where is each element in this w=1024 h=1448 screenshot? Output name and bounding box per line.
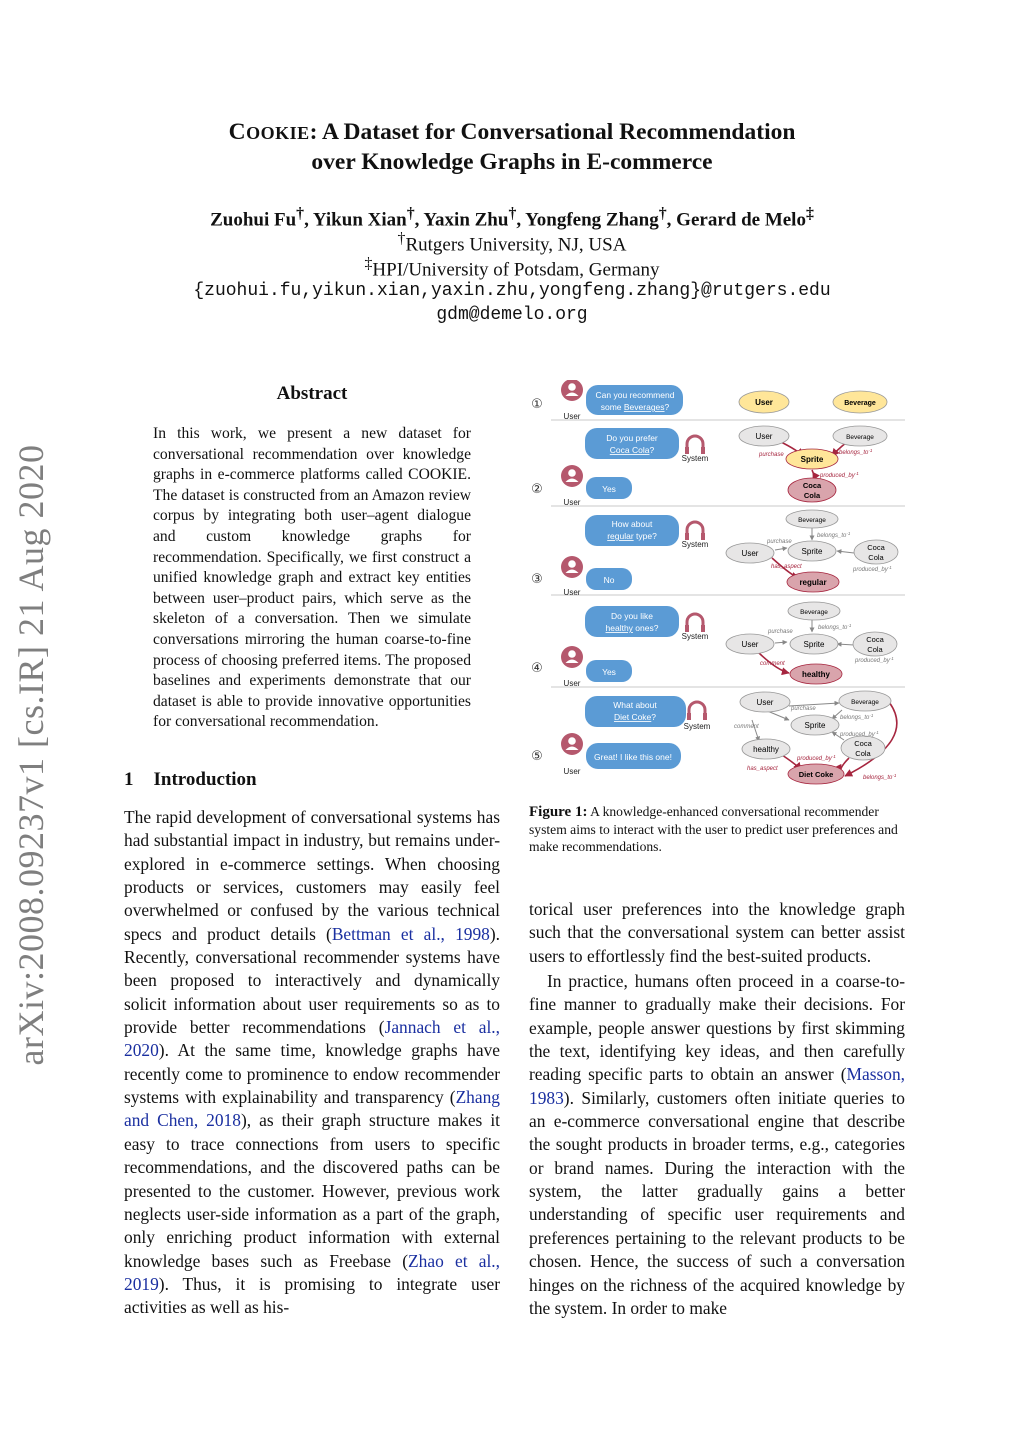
paper-title — [0, 118, 1024, 177]
svg-text:comment: comment — [734, 724, 759, 730]
arxiv-identifier[interactable]: arXiv:2008.09237v1 [cs.IR] 21 Aug 2020 — [11, 444, 51, 1066]
intro-paragraph-2: torical user preferences into the knowledge graph such that the conversational system can better assist users to effortlessly find the best-suited products. — [529, 899, 905, 966]
headphones-icon — [685, 436, 705, 454]
step-1: ① — [531, 396, 543, 411]
svg-text:System: System — [681, 540, 709, 549]
graph-step-4 — [726, 602, 897, 684]
svg-text:Beverage: Beverage — [798, 517, 826, 524]
svg-text:has_aspect: has_aspect — [747, 766, 778, 772]
svg-text:regular type?: regular type? — [607, 531, 657, 541]
svg-text:What about: What about — [613, 700, 657, 710]
svg-text:System: System — [681, 454, 709, 463]
intro-paragraph-3: In practice, humans often proceed in a coarse-to-fine manner to gradually make their decisions. For example, people answer questions by first skimming the text, identifying key ideas, and then carefully reading specific parts to obtain an answer (Masson, 1983). Similarly, customers often initiate queries to an e-commerce conversational engine that describe the sought products in broader terms, e.g., categories or brand names. During the interaction with the system, the latter gradually gains a better understanding of specific user requirements and preferences pertaining to the relevant products to be chosen. Hence, the success of such a conversation hinges on the richness of the acquired knowledge by the system. In order to make — [529, 971, 905, 1318]
user-icon — [561, 556, 583, 578]
step-5: ⑤ — [531, 748, 543, 763]
email-1[interactable]: {zuohui.fu,yikun.xian,yaxin.zhu,yongfeng.zhang}@rutgers.edu — [193, 281, 831, 301]
title-name: COOKIE — [228, 119, 310, 145]
title-line2: over Knowledge Graphs in E-commerce — [311, 149, 713, 175]
svg-text:purchase: purchase — [767, 539, 792, 545]
svg-text:Do you like: Do you like — [610, 611, 654, 621]
svg-text:produced_by-1: $produced\_by^{-1}$ — [853, 565, 892, 573]
step-3: ③ — [531, 571, 543, 586]
svg-text:healthy: healthy — [801, 670, 831, 679]
abstract-text: In this work, we present a new dataset for conversational recommendation over knowledge graphs in e-commerce platforms called COOKIE. The dataset is constructed from an Amazon review corpus by integrating both user–agent dialogue and custom knowledge graphs for recommendation. Specifically, we first construct a unified knowledge graph and extract key entities between user–product pairs, which serve as the skeleton of a conversation. Then we simulate conversations mirroring the human coarse-to-fine process of choosing preferred items. The proposed baselines and experiments demonstrate that our dataset is able to provide innovative opportunities for conversational recommendation. — [153, 425, 471, 731]
svg-text:belongs_to-1: $belongs\_to^{-1}$ — [818, 623, 852, 631]
user-icon — [561, 465, 583, 487]
svg-text:User: User — [741, 640, 759, 649]
svg-text:Yes: Yes — [602, 484, 616, 494]
graph-step-1 — [739, 391, 887, 413]
intro-right-column — [529, 898, 905, 1320]
svg-text:Cola: Cola — [867, 645, 883, 654]
svg-text:purchase: purchase — [768, 629, 793, 635]
svg-text:Coca: Coca — [854, 739, 872, 748]
svg-text:Sprite: Sprite — [801, 547, 823, 556]
svg-text:Diet Coke: Diet Coke — [798, 770, 834, 779]
svg-text:User: User — [755, 432, 773, 441]
svg-text:belongs_to-1: $belongs\_to^{-1}$ — [840, 713, 874, 721]
intro-paragraph-1: The rapid development of conversational systems has had substantial impact in industry, but remains under-explored in e-commerce settings. When choosing products or services, customers may easily feel overwhelmed or confused by the various technical specs and product details (Bettman et al., 1998). Recently, conversational recommender systems have been proposed to interactively and dynamically solicit information about user requirements so as to provide better recommendations (Jannach et al., 2020). At the same time, knowledge graphs have recently come to prominence to endow recommender systems with explainability and transparency (Zhang and Chen, 2018), as their graph structure makes it easy to trace connections from users to specific recommendations, and the discovered paths can be presented to the customer. However, previous work neglects user-side information as a part of the graph, only enriching product information with external knowledge bases such as Freebase (Zhao et al., 2019). Thus, it is promising to integrate user activities as well as his- — [124, 807, 500, 1318]
svg-text:regular: regular — [799, 578, 827, 587]
headphones-icon — [685, 522, 705, 540]
author-list: Zuohui Fu†, Yikun Xian†, Yaxin Zhu†, Yongfeng Zhang†, Gerard de Melo‡ — [210, 205, 814, 231]
svg-text:System: System — [683, 722, 711, 731]
author-1: Zuohui Fu — [210, 209, 297, 231]
svg-text:belongs_to-1: $belongs\_to^{-1}$ — [839, 448, 873, 456]
author-4: Yongfeng Zhang — [525, 209, 659, 231]
svg-text:produced_by-1: $produced\_by^{-1}$ — [797, 754, 836, 762]
svg-text:Sprite: Sprite — [804, 721, 826, 730]
citation-zhang[interactable]: Zhang and Chen, 2018 — [124, 1087, 500, 1131]
svg-text:produced_by-1: $produced\_by^{-1}$ — [840, 730, 879, 738]
svg-text:Cola: Cola — [855, 749, 871, 758]
svg-text:comment: comment — [760, 661, 785, 667]
graph-step-2 — [739, 426, 887, 502]
svg-text:User: User — [741, 549, 759, 558]
svg-text:User: User — [755, 398, 773, 407]
svg-text:Beverage: Beverage — [851, 699, 879, 706]
svg-text:healthy ones?: healthy ones? — [605, 623, 659, 633]
svg-text:User: User — [563, 498, 581, 507]
svg-text:System: System — [681, 632, 709, 641]
author-5: Gerard de Melo — [676, 209, 806, 231]
svg-text:User: User — [563, 588, 581, 597]
svg-text:Coca: Coca — [866, 635, 884, 644]
svg-text:User: User — [563, 679, 581, 688]
step-2: ② — [531, 481, 543, 496]
affiliation-2: ‡HPI/University of Potsdam, Germany — [364, 255, 660, 281]
svg-text:Cola: Cola — [803, 491, 821, 500]
email-2[interactable]: gdm@demelo.org — [436, 305, 588, 325]
figure-1 — [527, 380, 909, 785]
svg-text:Cola: Cola — [868, 553, 884, 562]
graph-step-5 — [734, 691, 897, 784]
svg-text:healthy: healthy — [753, 745, 779, 754]
citation-jannach[interactable]: Jannach et al., 2020 — [124, 1017, 500, 1061]
svg-text:belongs_to-1: $belongs\_to^{-1}$ — [817, 531, 851, 539]
svg-text:Can you recommend: Can you recommend — [595, 390, 675, 400]
svg-text:Beverage: Beverage — [800, 609, 828, 616]
affiliation-1: †Rutgers University, NJ, USA — [397, 230, 627, 256]
svg-text:Do you prefer: Do you prefer — [606, 433, 658, 443]
svg-text:How about: How about — [611, 519, 653, 529]
svg-text:User: User — [563, 412, 581, 421]
author-3: Yaxin Zhu — [423, 209, 509, 231]
svg-text:Coca: Coca — [802, 481, 822, 490]
svg-text:purchase: purchase — [759, 452, 784, 458]
citation-zhao[interactable]: Zhao et al., 2019 — [124, 1250, 500, 1294]
svg-text:User: User — [756, 698, 774, 707]
title-line1: : A Dataset for Conversational Recommendation — [309, 119, 796, 145]
svg-text:produced_by-1: $produced\_by^{-1}$ — [855, 656, 894, 664]
citation-bettman[interactable]: Bettman et al., 1998 — [331, 923, 490, 944]
svg-text:Great! I like this one!: Great! I like this one! — [594, 752, 672, 762]
section-heading: 1 Introduction — [124, 769, 257, 790]
svg-text:No: No — [603, 575, 615, 585]
svg-text:Yes: Yes — [602, 667, 616, 677]
user-icon — [561, 380, 583, 401]
svg-text:Beverage: Beverage — [846, 434, 874, 441]
svg-text:some Beverages?: some Beverages? — [600, 402, 670, 412]
citation-masson[interactable]: Masson, 1983 — [529, 1064, 905, 1108]
svg-text:Coca Cola?: Coca Cola? — [609, 445, 655, 455]
headphones-icon — [687, 702, 707, 720]
svg-text:Sprite: Sprite — [800, 455, 824, 464]
step-4: ④ — [531, 660, 543, 675]
intro-left-column — [124, 806, 500, 1320]
svg-text:has_aspect: has_aspect — [771, 564, 802, 570]
user-icon — [561, 646, 583, 668]
figure-1-diagram — [527, 380, 909, 785]
user-icon — [561, 733, 583, 755]
graph-step-3 — [726, 510, 898, 592]
figure-1-caption: Figure 1: A knowledge-enhanced conversational recommender system aims to interact with the user to predict user preferences and make recommendations. — [529, 804, 898, 854]
abstract-heading: Abstract — [276, 383, 348, 404]
svg-text:purchase: purchase — [791, 706, 816, 712]
svg-text:Sprite: Sprite — [803, 640, 825, 649]
svg-text:Coca: Coca — [867, 543, 885, 552]
svg-text:belongs_to-1: $belongs\_to^{-1}$ — [863, 773, 897, 781]
author-2: Yikun Xian — [312, 209, 407, 231]
svg-text:Diet Coke?: Diet Coke? — [613, 712, 657, 722]
svg-text:Beverage: Beverage — [844, 400, 876, 407]
headphones-icon — [685, 614, 705, 632]
svg-text:produced_by-1: $produced\_by^{-1}$ — [820, 471, 859, 479]
svg-text:User: User — [563, 767, 581, 776]
